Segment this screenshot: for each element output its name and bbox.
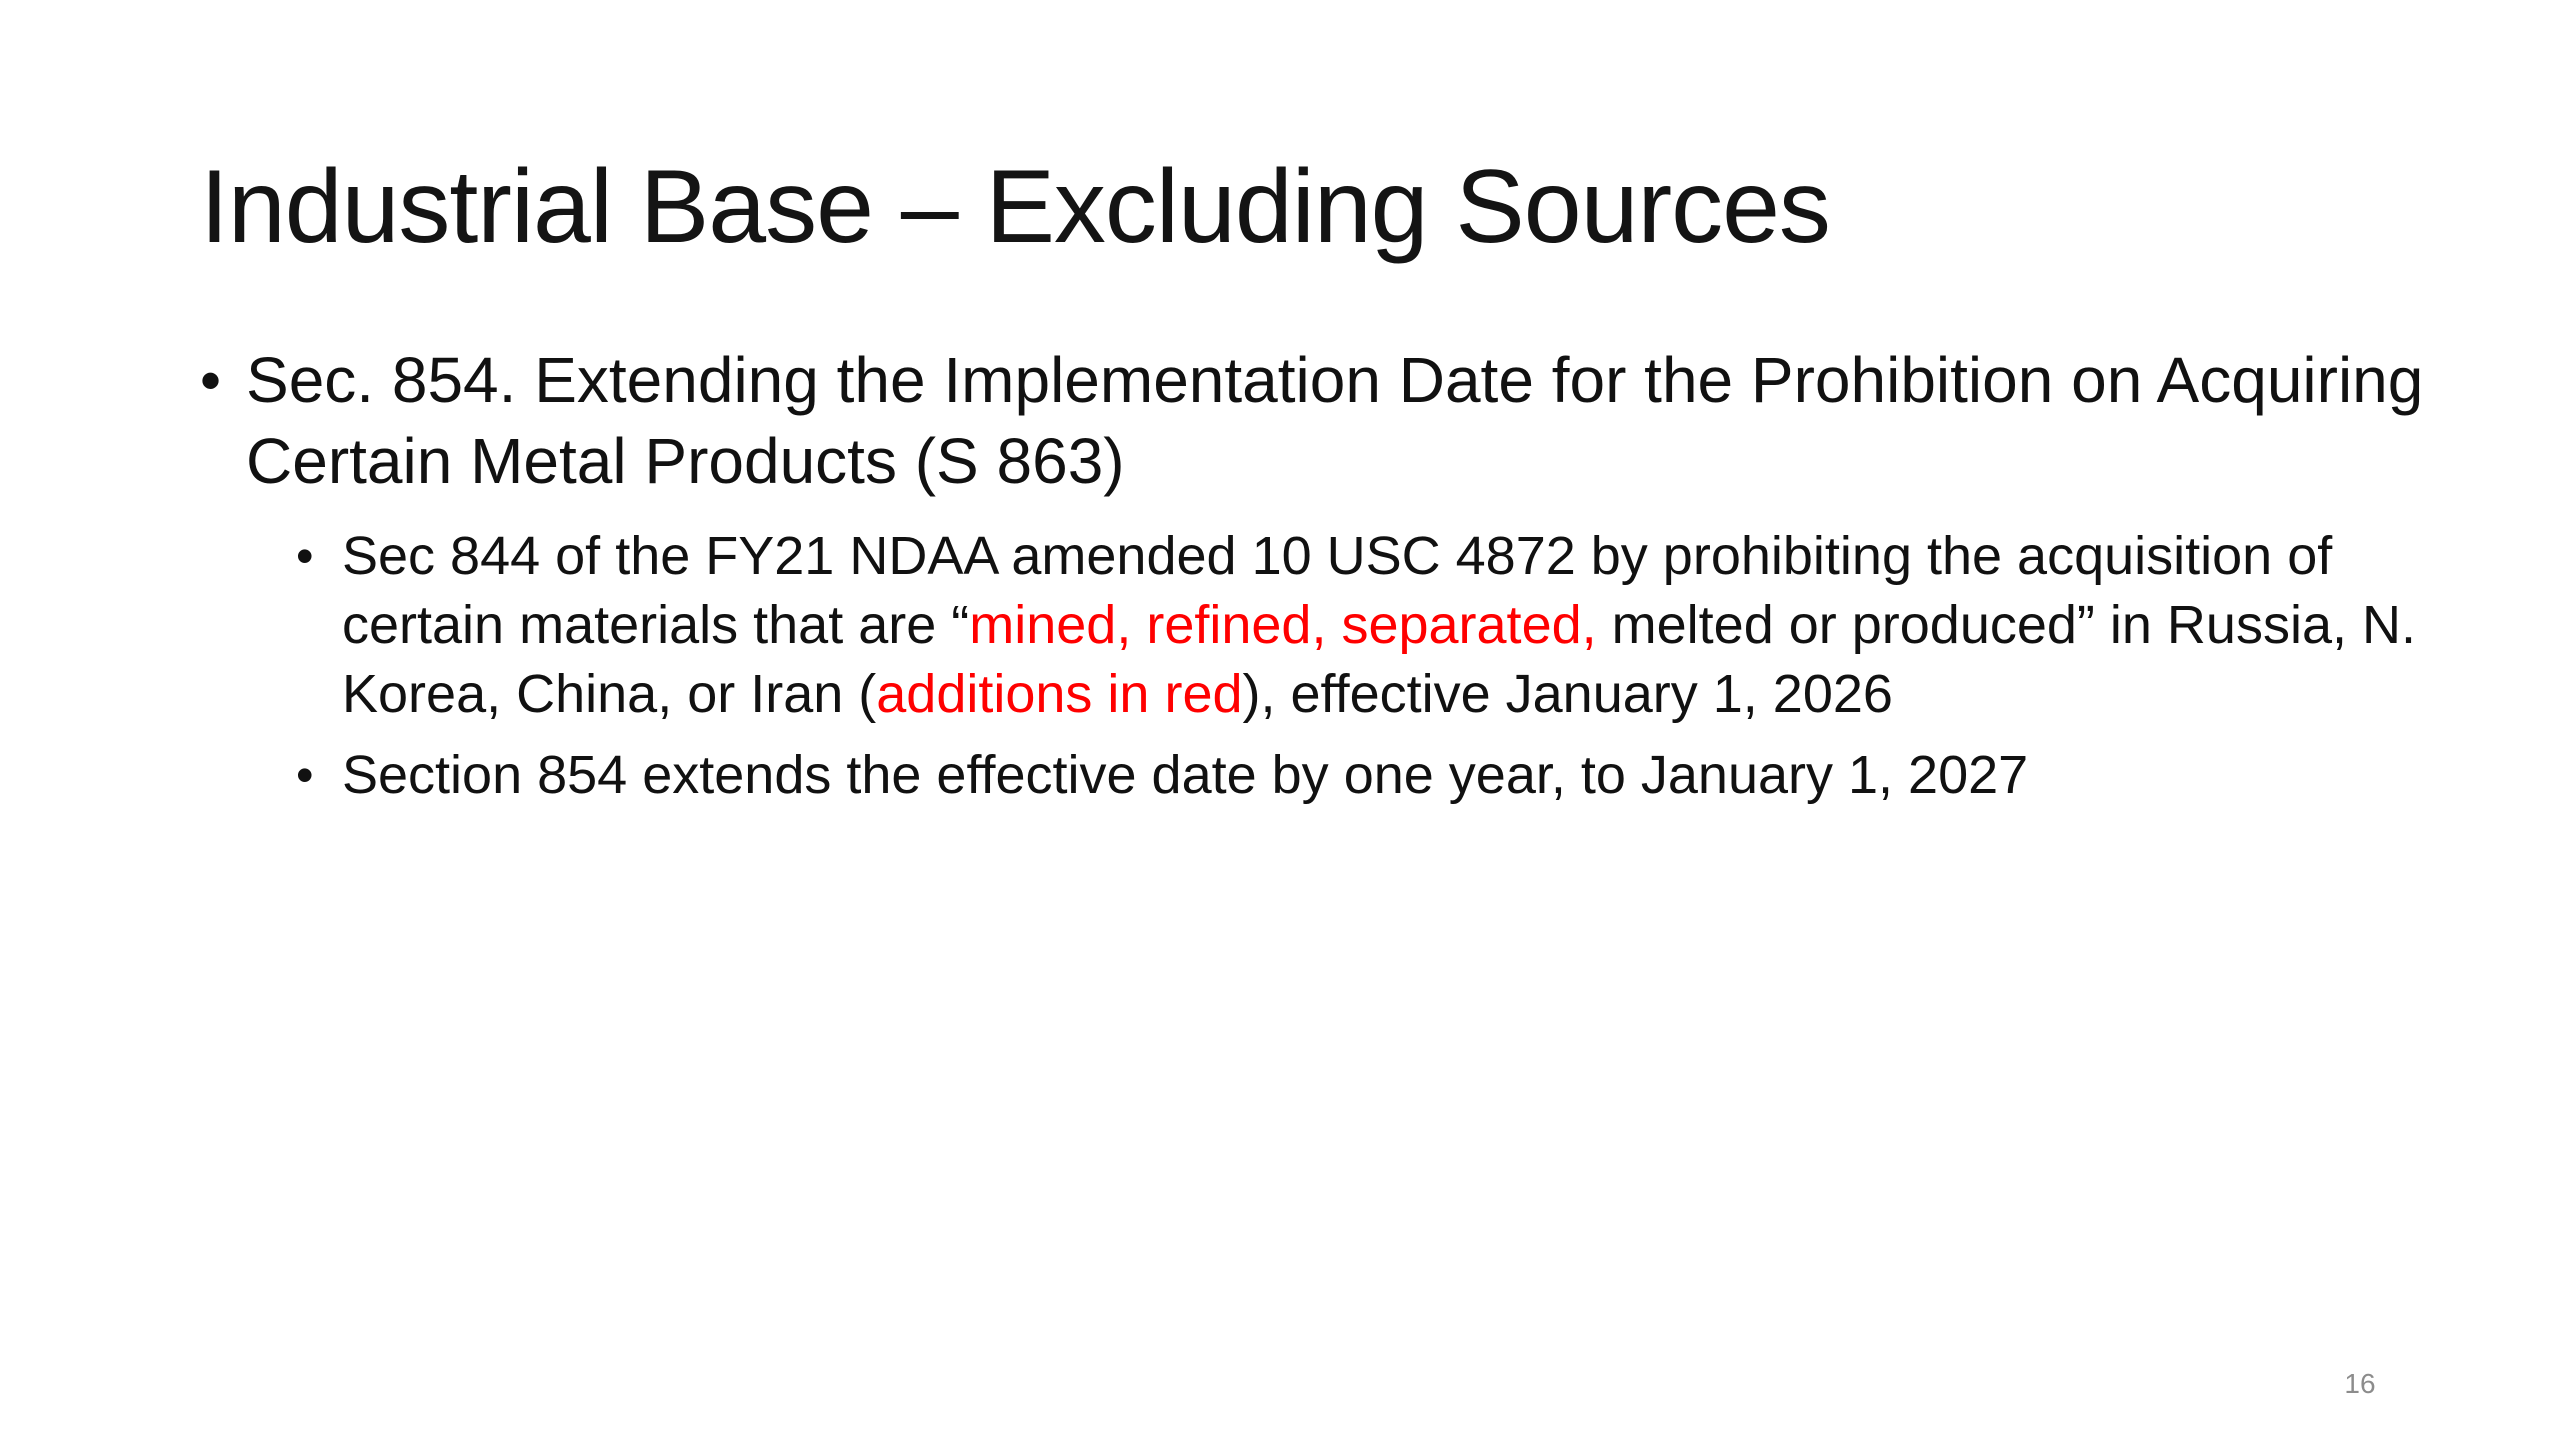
sub-bullet-1-red-text-1: mined, refined, separated, xyxy=(969,595,1597,655)
sub-bullet-2 xyxy=(296,741,2480,810)
bullet-list xyxy=(200,340,2480,822)
sub-bullet-1-text-part3: ), effective January 1, 2026 xyxy=(1242,664,1893,724)
sub-bullet-1-red-text-2: additions in red xyxy=(876,664,1243,724)
page-number: 16 xyxy=(2344,1368,2376,1399)
bullet-dot-icon: • xyxy=(200,347,222,414)
sub-bullet-list xyxy=(200,522,2480,810)
sub-bullet-1-text-part2: melted or produced” in Russia, N. Korea, China, or Iran ( xyxy=(342,595,2417,724)
sub-bullet-2-text: Section 854 extends the effective date by one year, to January 1, 2027 xyxy=(342,745,2029,805)
bullet-dot-icon: • xyxy=(296,528,314,584)
bullet-main-text: Sec. 854. Extending the Implementation Date for the Prohibition on Acquiring Certain Metal Products (S 863) xyxy=(246,344,2424,497)
sub-bullet-1-text-part1: Sec 844 of the FY21 NDAA amended 10 USC 4872 by prohibiting the acquisition of certain materials that are “ xyxy=(342,526,2333,655)
slide-title: Industrial Base – Excluding Sources xyxy=(200,149,1830,265)
sub-bullet-1 xyxy=(296,522,2480,729)
bullet-dot-icon: • xyxy=(296,747,314,803)
bullet-main xyxy=(200,340,2480,502)
